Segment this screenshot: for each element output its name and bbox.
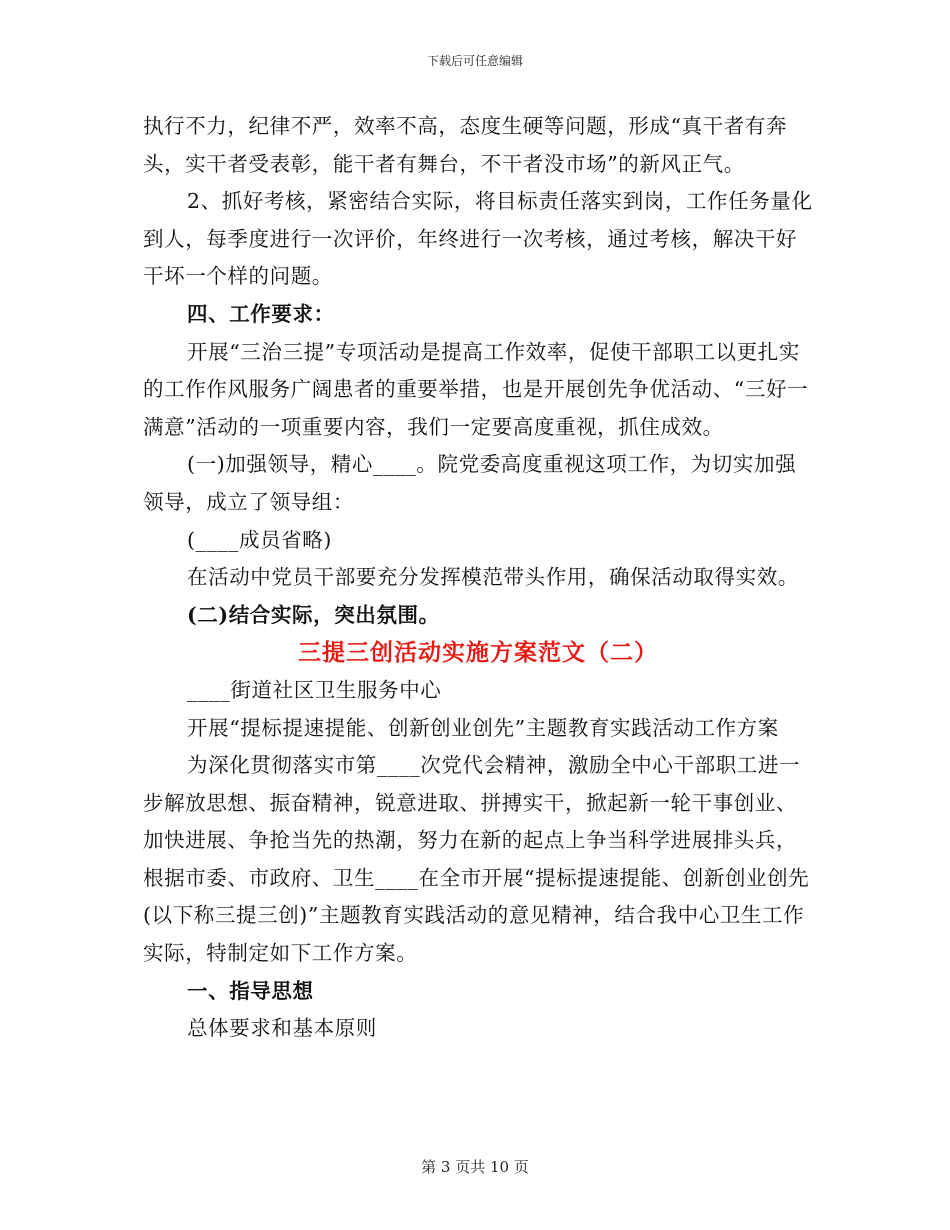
- paragraph-leadership: (一)加强领导，精心____。院党委高度重视这项工作，为切实加强领导，成立了领导组：: [143, 452, 797, 514]
- subheading-combine-practice: (二)结合实际，突出氛围。: [187, 602, 440, 627]
- paragraph-activity-importance: 开展“三治三提”专项活动是提高工作效率，促使干部职工以更扎实的工作作风服务广阔患者的重要举措，也是开展创先争优活动、“三好一满意”活动的一项重要内容，我们一定要高度重视，抓住成效。: [143, 339, 809, 439]
- paragraph-organization: ____街道社区卫生服务中心: [187, 677, 442, 702]
- paragraph-assessment: 2、抓好考核，紧密结合实际，将目标责任落实到岗，工作任务量化到人，每季度进行一次评价，年终进行一次考核，通过考核，解决干好干坏一个样的问题。: [143, 189, 813, 289]
- page-number: 第 3 页共 10 页: [421, 1158, 529, 1176]
- document-body: [143, 108, 813, 1048]
- paragraph-party-role: 在活动中党员干部要充分发挥模范带头作用，确保活动取得实效。: [187, 565, 799, 590]
- page-header: 下载后可任意编辑: [426, 54, 523, 68]
- paragraph-members-omitted: (____成员省略): [187, 527, 332, 552]
- paragraph-plan-name: 开展“提标提速提能、创新创业创先”主题教育实践活动工作方案: [187, 715, 779, 740]
- section-heading-guiding-ideology: 一、指导思想: [187, 978, 314, 1003]
- paragraph-continuation: 执行不力，纪律不严，效率不高，态度生硬等问题，形成“真干者有奔头，实干者受表彰，能干者有舞台，不干者没市场”的新风正气。: [143, 114, 788, 176]
- section-heading-work-requirements: 四、工作要求：: [187, 301, 335, 326]
- document-title: 三提三创活动实施方案范文（二）: [298, 639, 658, 667]
- paragraph-general-requirements: 总体要求和基本原则: [187, 1016, 377, 1041]
- paragraph-introduction: 为深化贯彻落实市第____次党代会精神，激励全中心干部职工进一步解放思想、振奋精神，锐意进取、拼搏实干，掀起新一轮干事创业、加快进展、争抢当先的热潮，努力在新的起点上争当科学进展排头兵，根据市委、市政府、卫生____在全市开展“提标提速提能、创新创业创先(以下称三提三创)”主题教育实践活动的意见精神，结合我中心卫生工作实际，特制定如下工作方案。: [143, 753, 810, 966]
